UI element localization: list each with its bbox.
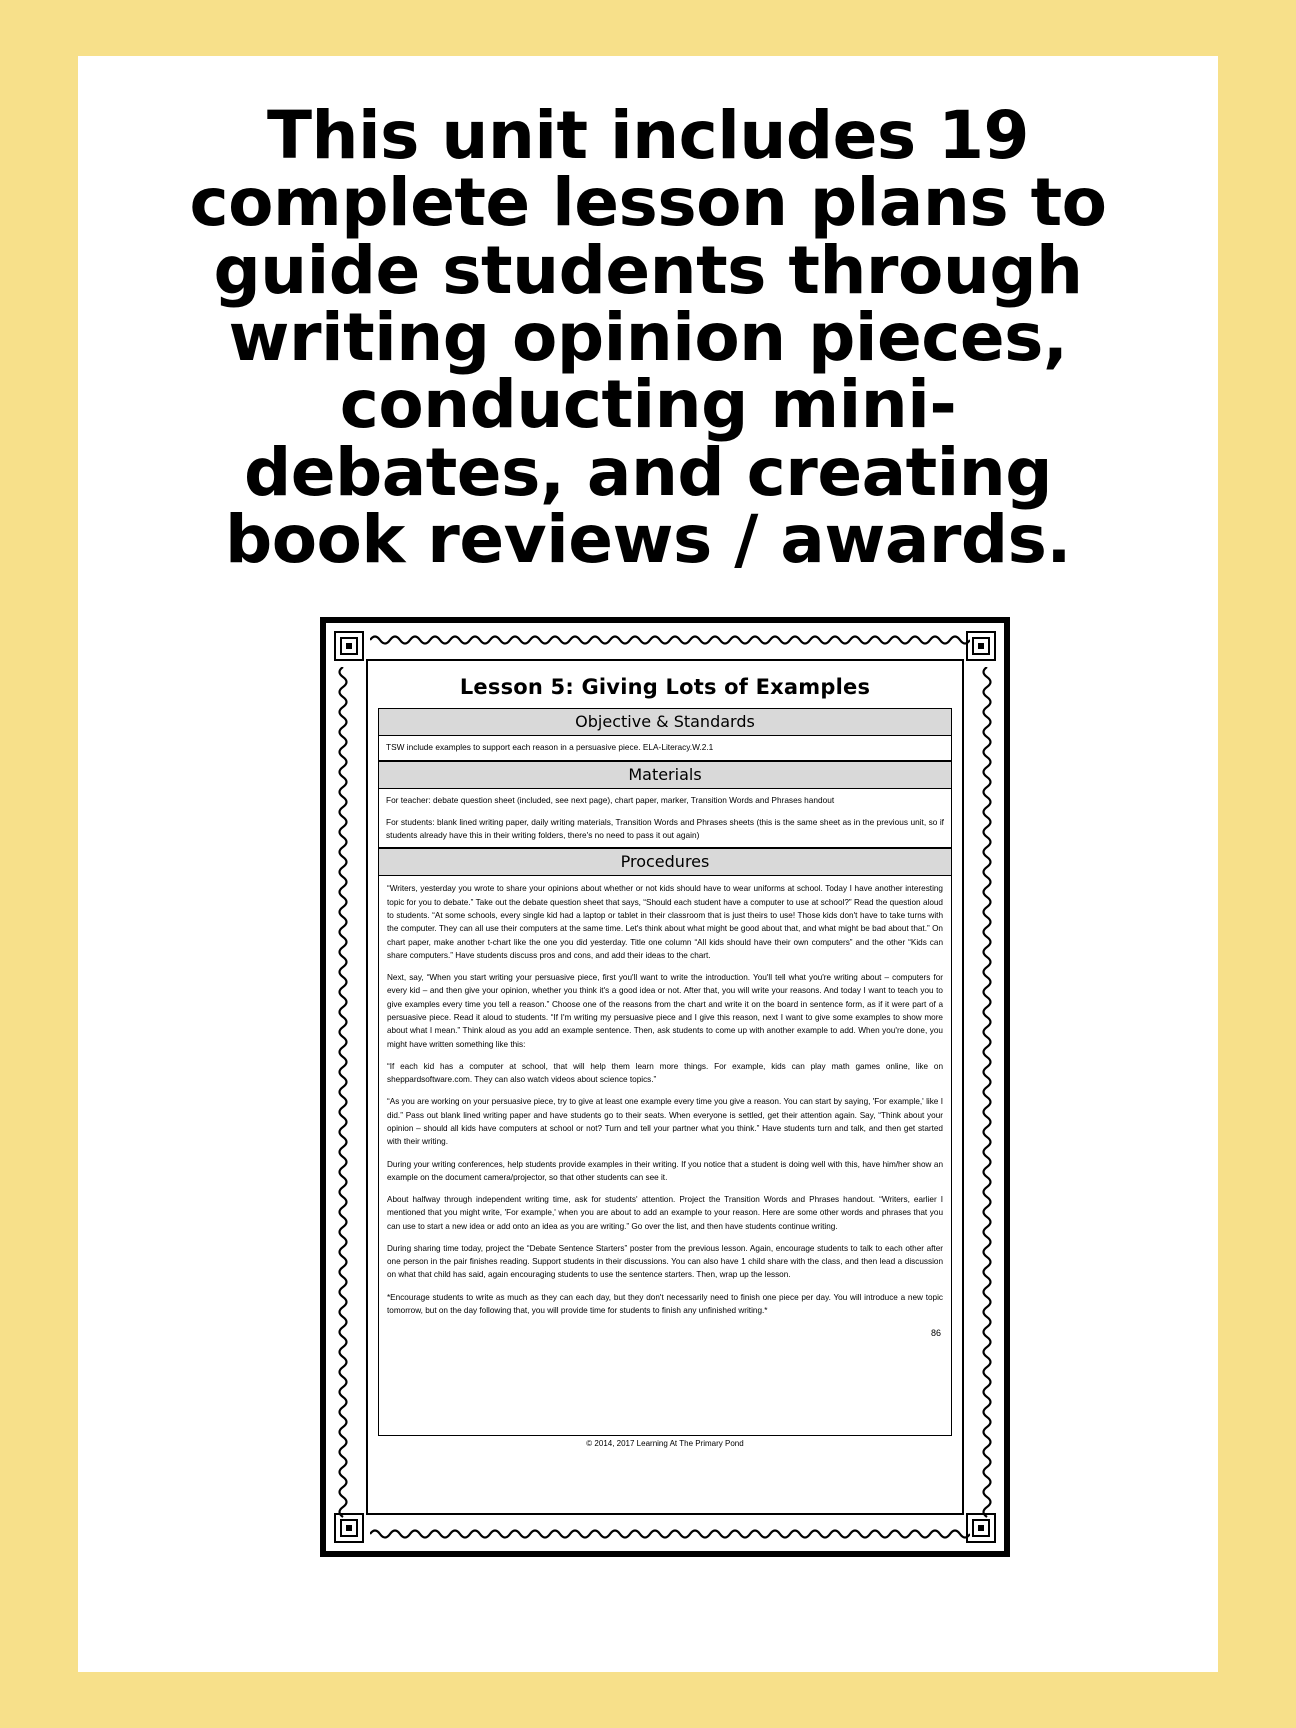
materials-students-text: For students: blank lined writing paper, daily writing materials, Transition Words and Phrases sheets (this is the same sheet as in the previous unit, so if students already have this in their writing folders, there's no need to pass it out again) — [386, 816, 944, 840]
procedures-body — [378, 876, 952, 1436]
page-number: 86 — [930, 1328, 941, 1339]
copyright-credit: © 2014, 2017 Learning At The Primary Pond — [586, 1439, 744, 1449]
procedure-paragraph: *Encourage students to write as much as they can each day, but they don't necessarily need to finish one piece per day. You will introduce a new topic tomorrow, but on the day following that, you will provide time for students to finish any unfinished writing.* — [387, 1292, 943, 1316]
objective-standards-body — [378, 736, 952, 761]
procedure-paragraph: “Writers, yesterday you wrote to share your opinions about whether or not kids should have to wear uniforms at school. Today I have another interesting topic for you to debate.” Take out the debate question sheet that says, “Should each student have a computer to use at school?” Read the question aloud to students. “At some schools, every single kid had a laptop or tablet in their classroom that is just theirs to use! Those kids don't have to take turns with the computer. They can all use their computers at the same time. Let's think about what might be good about that, and what might be bad about that.” On chart paper, make another t-chart like the one you did yesterday. Title one column “All kids should have their own computers” and the other “Kids can share computers.” Have students discuss pros and cons, and add their ideas to the chart. — [387, 884, 943, 960]
procedures-heading: Procedures — [378, 848, 952, 876]
document-page — [78, 56, 1218, 1672]
procedure-paragraph: “If each kid has a computer at school, that will help them learn more things. For example, kids can play math games online, like on sheppardsoftware.com. They can also watch videos about science topics.” — [387, 1061, 943, 1085]
corner-ornament-top-left — [334, 631, 364, 661]
materials-teacher-text: For teacher: debate question sheet (included, see next page), chart paper, marker, Transition Words and Phrases handout — [386, 794, 835, 805]
sheet-border — [320, 617, 1010, 1557]
page-headline: This unit includes 19 complete lesson plans to guide students through writing opinion pieces, conducting mini-debates, and creating book reviews / awards. — [189, 97, 1107, 578]
objective-text: TSW include examples to support each reason in a persuasive piece. ELA-Literacy.W.2.1 — [386, 742, 714, 752]
corner-ornament-bottom-right — [966, 1513, 996, 1543]
squiggle-border-right — [979, 667, 995, 1527]
lesson-content — [366, 659, 964, 1515]
squiggle-border-bottom — [370, 1526, 970, 1542]
lesson-title: Lesson 5: Giving Lots of Examples — [459, 675, 871, 699]
squiggle-border-left — [335, 667, 351, 1527]
corner-ornament-top-right — [966, 631, 996, 661]
procedure-paragraph: During sharing time today, project the “Debate Sentence Starters” poster from the previous lesson. Again, encourage students to talk to each other after one person in the pair finishes reading. Support students in their discussions. You can also have 1 child share with the class, and then lead a discussion on what that child has said, again encouraging students to use the sentence starters. Then, wrap up the lesson. — [387, 1243, 943, 1280]
procedure-paragraph: Next, say, “When you start writing your persuasive piece, first you'll want to write the introduction. You'll tell what you're writing about – computers for every kid – and then give your opinion, whether you think it's a good idea or not. After that, you will write your reasons. And today I want to teach you to give examples every time you tell a reason.” Choose one of the reasons from the chart and write it on the board in sentence form, as if it were part of a persuasive piece. Read it aloud to students. “If I'm writing my persuasive piece and I give this reason, next I want to give some examples to show more about what I mean.” Think aloud as you add an example sentence. Then, ask students to come up with another example to add. When you're done, you might have written something like this: — [387, 973, 943, 1049]
materials-heading: Materials — [378, 761, 952, 789]
procedure-paragraph: “As you are working on your persuasive piece, try to give at least one example every time you give a reason. You can start by saying, 'For example,' like I did.” Pass out blank lined writing paper and have students go to their seats. When everyone is settled, get their attention again. Say, “Think about your opinion – should all kids have computers at school or not? Turn and tell your partner what you think.” Have students turn and talk, and then get started with their writing. — [387, 1097, 943, 1147]
squiggle-border-top — [370, 632, 970, 648]
lesson-plan-preview — [320, 617, 1010, 1557]
procedure-paragraph: During your writing conferences, help students provide examples in their writing. If you notice that a student is doing well with this, have him/her show an example on the document camera/projector, so that other students can see it. — [387, 1159, 943, 1182]
corner-ornament-bottom-left — [334, 1513, 364, 1543]
objective-standards-heading: Objective & Standards — [378, 708, 952, 736]
materials-body — [378, 789, 952, 849]
procedure-paragraph: About halfway through independent writing time, ask for students' attention. Project the Transition Words and Phrases handout. “Writers, earlier I mentioned that you might write, 'For example,' when you are about to add an example to your reason. Here are some other words and phrases that you can use to start a new idea or add onto an idea as you are writing.” Go over the list, and then have students continue writing. — [387, 1195, 943, 1231]
